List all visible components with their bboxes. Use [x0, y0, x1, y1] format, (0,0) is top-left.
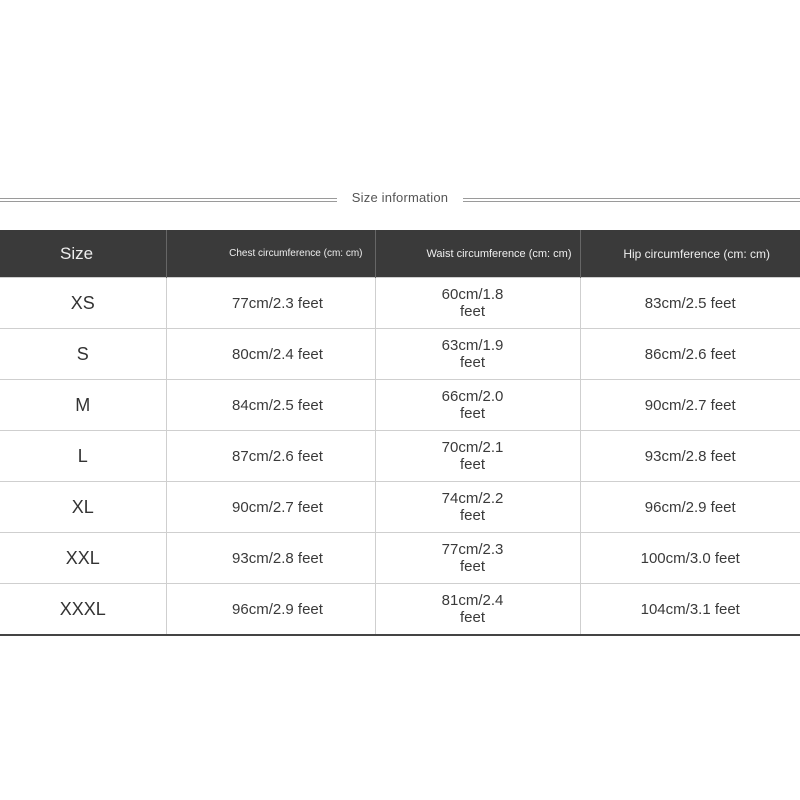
chest-cell: 84cm/2.5 feet — [166, 380, 375, 431]
size-information-header — [0, 188, 800, 210]
chest-cell: 77cm/2.3 feet — [166, 278, 375, 329]
title-divider-right — [463, 198, 800, 202]
size-cell: M — [0, 380, 166, 431]
size-cell: XL — [0, 482, 166, 533]
table-row — [0, 278, 800, 329]
hip-cell: 96cm/2.9 feet — [580, 482, 800, 533]
waist-cell: 77cm/2.3 feet — [375, 533, 580, 584]
table-row — [0, 380, 800, 431]
hip-cell: 86cm/2.6 feet — [580, 329, 800, 380]
hip-cell: 83cm/2.5 feet — [580, 278, 800, 329]
size-chart-table — [0, 230, 800, 636]
table-row — [0, 584, 800, 636]
column-header-waist: Waist circumference (cm: cm) — [375, 230, 580, 278]
hip-cell: 100cm/3.0 feet — [580, 533, 800, 584]
title-divider-left — [0, 198, 337, 202]
chest-cell: 80cm/2.4 feet — [166, 329, 375, 380]
hip-cell: 104cm/3.1 feet — [580, 584, 800, 636]
waist-cell: 63cm/1.9 feet — [375, 329, 580, 380]
chest-cell: 87cm/2.6 feet — [166, 431, 375, 482]
waist-cell: 74cm/2.2 feet — [375, 482, 580, 533]
table-header-row — [0, 230, 800, 278]
waist-cell: 70cm/2.1 feet — [375, 431, 580, 482]
size-cell: XS — [0, 278, 166, 329]
column-header-hip: Hip circumference (cm: cm) — [580, 230, 800, 278]
waist-cell: 81cm/2.4 feet — [375, 584, 580, 636]
size-cell: XXXL — [0, 584, 166, 636]
column-header-size: Size — [0, 230, 166, 278]
table-row — [0, 533, 800, 584]
chest-cell: 90cm/2.7 feet — [166, 482, 375, 533]
waist-cell: 66cm/2.0 feet — [375, 380, 580, 431]
chest-cell: 93cm/2.8 feet — [166, 533, 375, 584]
table-row — [0, 431, 800, 482]
table-row — [0, 482, 800, 533]
hip-cell: 93cm/2.8 feet — [580, 431, 800, 482]
column-header-chest: Chest circumference (cm: cm) — [166, 230, 375, 278]
waist-cell: 60cm/1.8 feet — [375, 278, 580, 329]
page-title: Size information — [351, 190, 449, 205]
size-cell: XXL — [0, 533, 166, 584]
size-cell: S — [0, 329, 166, 380]
hip-cell: 90cm/2.7 feet — [580, 380, 800, 431]
size-cell: L — [0, 431, 166, 482]
chest-cell: 96cm/2.9 feet — [166, 584, 375, 636]
table-row — [0, 329, 800, 380]
